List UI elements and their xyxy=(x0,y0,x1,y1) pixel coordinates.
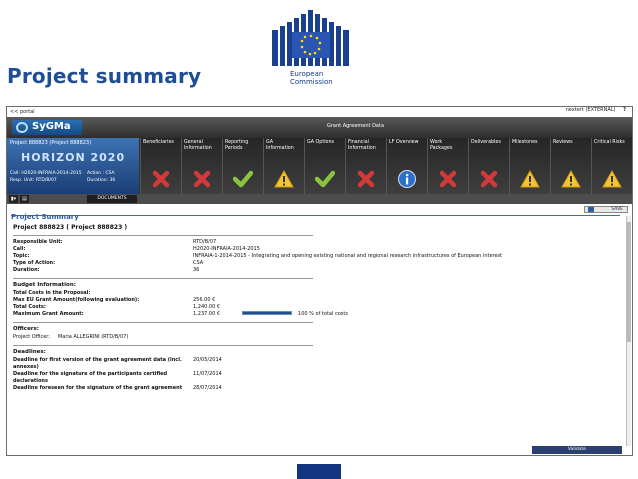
warning-icon xyxy=(561,170,581,188)
divider xyxy=(13,322,313,323)
summary-header xyxy=(11,204,623,221)
officers-heading: Officers: xyxy=(13,326,39,332)
budget-label: Maximum Grant Amount: xyxy=(13,311,84,317)
deadline-label: Deadline for the signature of the participants certified declarations xyxy=(13,371,168,384)
project-card-title: Project 888823 (Project 888823) xyxy=(10,140,92,146)
deadline-value: 28/07/2014 xyxy=(193,385,222,391)
summary-content xyxy=(7,204,632,447)
check-icon xyxy=(233,170,253,188)
tab-deliverables[interactable] xyxy=(468,138,509,194)
horizon-2020-logo: HORIZON 2020 xyxy=(21,151,126,164)
tab-label: Beneficiaries xyxy=(143,140,174,145)
project-fields xyxy=(11,239,620,274)
deadline-label: Deadline foreseen for the signature of the grant agreement xyxy=(13,385,183,391)
field-label: Type of Action: xyxy=(13,260,56,266)
tab-financial-information[interactable] xyxy=(345,138,386,194)
field-label: Topic: xyxy=(13,253,30,259)
deadline-value: 20/05/2014 xyxy=(193,357,222,363)
error-x-icon xyxy=(192,170,212,188)
field-value: RTD/B/07 xyxy=(193,239,217,245)
field-row xyxy=(13,260,620,267)
budget-heading: Budget Information: xyxy=(13,282,76,288)
tab-label: Work Packages xyxy=(430,140,453,151)
validate-button[interactable]: Validate xyxy=(532,446,622,454)
error-x-icon xyxy=(356,170,376,188)
budget-fields xyxy=(11,290,620,318)
budget-label: Max EU Grant Amount(following evaluation): xyxy=(13,297,140,303)
check-icon xyxy=(315,170,335,188)
portal-link[interactable]: << portal xyxy=(10,109,35,115)
budget-row xyxy=(13,297,620,304)
tab-label: Milestones xyxy=(512,140,538,145)
tab-work-packages[interactable] xyxy=(427,138,468,194)
tab-lf-overview[interactable] xyxy=(386,138,427,194)
tab-label: Financial Information xyxy=(348,140,376,151)
help-icon[interactable]: ? xyxy=(623,107,626,113)
save-button[interactable]: SAVE xyxy=(584,206,628,213)
field-value: 36 xyxy=(193,267,200,273)
field-value: H2020-INFRAIA-2014-2015 xyxy=(193,246,260,252)
field-label: Call: xyxy=(13,246,26,252)
field-row xyxy=(13,253,620,260)
tab-beneficiaries[interactable] xyxy=(140,138,181,194)
error-x-icon xyxy=(438,170,458,188)
tab-label: Reviews xyxy=(553,140,573,145)
sygma-ring-icon xyxy=(16,122,28,133)
budget-row xyxy=(13,290,620,297)
divider xyxy=(13,235,313,236)
project-duration: Duration: 36 xyxy=(87,178,116,183)
budget-label: Total Costs: xyxy=(13,304,46,310)
tab-label: LF Overview xyxy=(389,140,419,145)
tab-reviews[interactable] xyxy=(550,138,591,194)
officer-value: Maria ALLEGRINI (RTD/B/07) xyxy=(57,334,129,340)
budget-row xyxy=(13,311,620,318)
project-card xyxy=(7,138,139,194)
field-row xyxy=(13,267,620,274)
documents-button[interactable]: DOCUMENTS xyxy=(87,195,137,203)
export-icon[interactable]: ▤ xyxy=(20,195,29,203)
field-value: CSA xyxy=(193,260,204,266)
field-value: INFRAIA-1-2014-2015 - Integrating and opening existing national and regional research infrastructures of European interest xyxy=(193,253,503,259)
budget-value: 1,240.00 € xyxy=(193,304,221,310)
budget-label: Total Costs in the Proposal: xyxy=(13,290,91,296)
tab-label: Critical Risks xyxy=(594,140,625,145)
error-x-icon xyxy=(151,170,171,188)
menu-icon[interactable]: ▮▾ xyxy=(10,196,17,202)
tab-label: General Information xyxy=(184,140,212,151)
officer-label: Project Officer: xyxy=(13,334,50,340)
window-title: Grant Agreement Data xyxy=(327,123,385,129)
project-resp-unit: Resp. Unit: RTD/B/07 xyxy=(10,178,57,183)
sygma-screenshot xyxy=(6,106,633,456)
field-label: Duration: xyxy=(13,267,40,273)
toolbar xyxy=(7,194,632,204)
tab-general-information[interactable] xyxy=(181,138,222,194)
budget-row xyxy=(13,304,620,311)
deadline-row xyxy=(13,357,620,371)
field-row xyxy=(13,239,620,246)
tab-label: GA Information xyxy=(266,140,294,151)
budget-value: 256.00 € xyxy=(193,297,216,303)
grant-percentage: 100 % of total costs xyxy=(298,311,348,317)
grant-progress-bar xyxy=(242,311,292,315)
field-label: Responsible Unit: xyxy=(13,239,63,245)
project-action: Action : CSA xyxy=(87,171,115,176)
scrollbar[interactable] xyxy=(626,216,631,446)
tab-ga-options[interactable] xyxy=(304,138,345,194)
tab-label: Deliverables xyxy=(471,140,501,145)
footer-tab xyxy=(297,464,341,479)
ec-caption: European Commission xyxy=(290,70,333,86)
user-name[interactable]: nextert (EXTERNAL) xyxy=(565,107,616,113)
project-call: Call: H2020-INFRAIA-2014-2015 xyxy=(10,171,82,176)
section-tabs xyxy=(140,138,632,194)
tab-critical-risks[interactable] xyxy=(591,138,632,194)
budget-value: 1,237.00 € xyxy=(193,311,221,317)
warning-icon xyxy=(602,170,622,188)
tab-milestones[interactable] xyxy=(509,138,550,194)
warning-icon xyxy=(274,170,294,188)
deadline-row xyxy=(13,385,620,392)
nav-area xyxy=(7,138,632,194)
scrollbar-thumb[interactable] xyxy=(627,222,631,342)
divider xyxy=(13,345,313,346)
error-x-icon xyxy=(479,170,499,188)
deadlines-heading: Deadlines: xyxy=(13,349,46,355)
tab-ga-information[interactable] xyxy=(263,138,304,194)
save-icon xyxy=(588,207,594,212)
budget-value xyxy=(193,290,620,297)
tab-reporting-periods[interactable] xyxy=(222,138,263,194)
info-icon xyxy=(397,170,417,188)
deadline-value: 11/07/2014 xyxy=(193,371,222,377)
summary-heading: Project Summary xyxy=(11,213,79,221)
deadline-row xyxy=(13,371,620,385)
field-row xyxy=(13,246,620,253)
project-heading: Project 888823 ( Project 888823 ) xyxy=(13,224,128,231)
portal-bar xyxy=(7,107,632,117)
sygma-logo: SyGMa xyxy=(12,120,82,135)
user-info xyxy=(566,107,626,113)
deadline-fields xyxy=(11,357,620,392)
officer-row xyxy=(13,334,620,341)
slide-title: Project summary xyxy=(7,64,202,88)
app-header xyxy=(7,117,632,138)
tab-label: GA Options xyxy=(307,140,335,145)
deadline-label: Deadline for first version of the grant agreement data (incl. annexes) xyxy=(13,357,182,370)
tab-label: Reporting Periods xyxy=(225,140,249,151)
divider xyxy=(13,278,313,279)
warning-icon xyxy=(520,170,540,188)
